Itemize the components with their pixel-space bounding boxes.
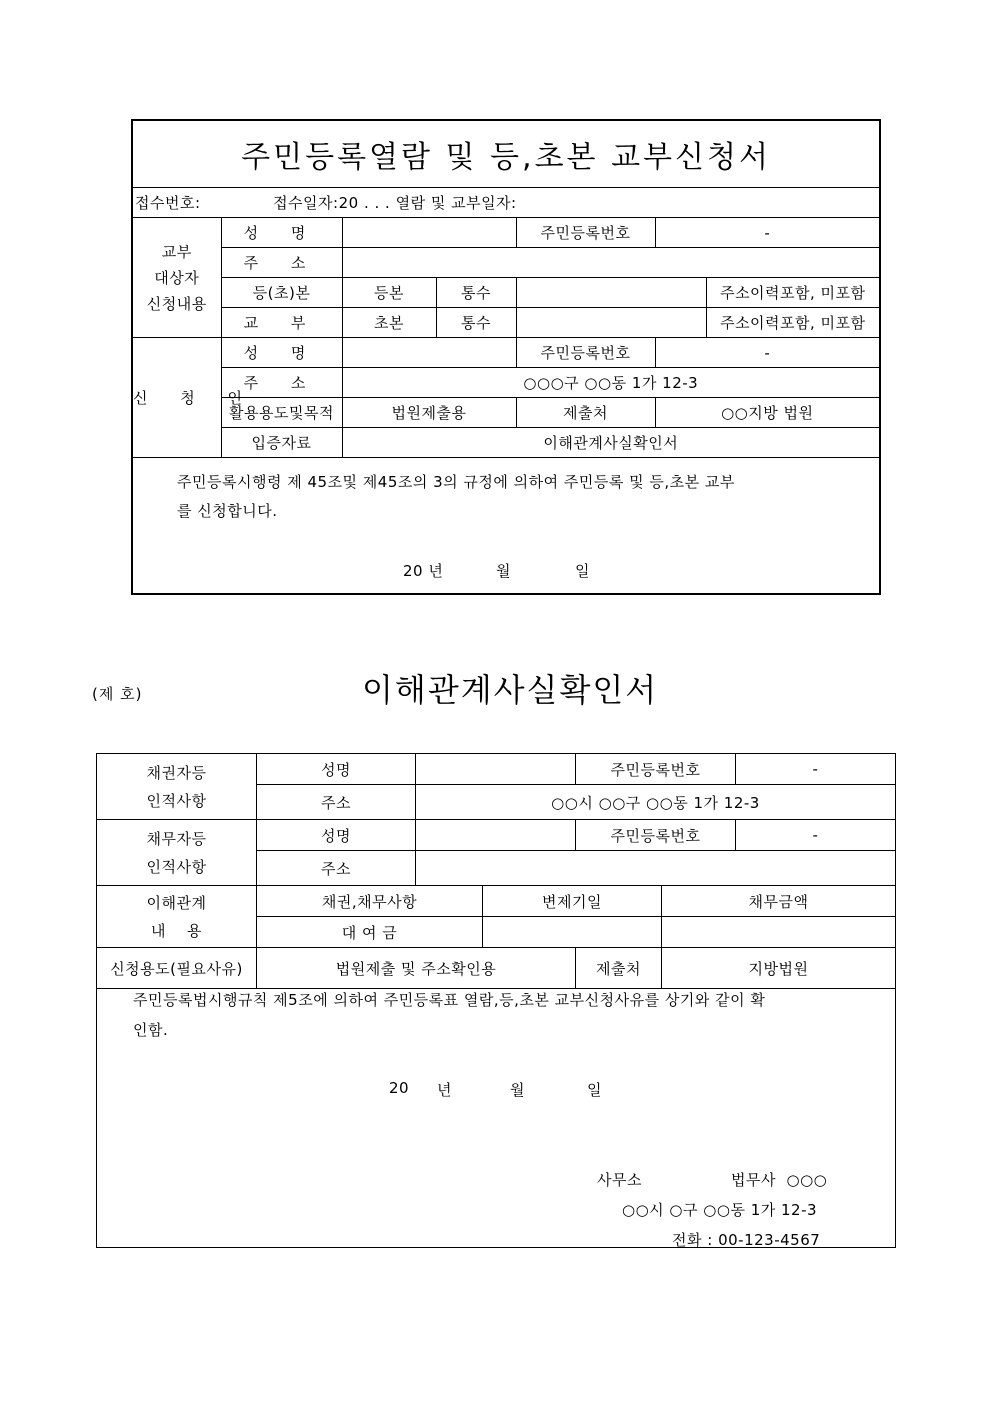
repay-date-header: 변제기일 xyxy=(483,886,662,917)
purpose-label: 신청용도(필요사유) xyxy=(97,948,257,989)
applicant-address-field[interactable]: ○○○구 ○○동 1가 12-3 xyxy=(342,368,880,398)
creditor-label-1: 채권자등 xyxy=(146,763,207,782)
purpose-label: 활용용도및목적 xyxy=(221,398,342,428)
certificate-declaration-cell xyxy=(97,989,896,1248)
target-rrn-field[interactable]: - xyxy=(655,218,880,248)
target-label-3: 신청내용 xyxy=(146,294,207,313)
creditor-address-field[interactable]: ○○시 ○○구 ○○동 1가 12-3 xyxy=(416,785,896,820)
creditor-address-label: 주소 xyxy=(257,785,416,820)
application-form-table xyxy=(131,119,881,595)
interest-label-1: 이해관계 xyxy=(146,893,207,912)
interest-label xyxy=(97,886,257,948)
applicant-group-label: 신 청 인 xyxy=(132,338,221,458)
applicant-name-field[interactable] xyxy=(342,338,516,368)
loan-value[interactable]: 대 여 금 xyxy=(257,917,483,948)
certificate-date-year-unit: 년 xyxy=(437,1081,452,1099)
declaration-cell xyxy=(132,458,880,595)
office-address: ○○시 ○구 ○○동 1가 12-3 xyxy=(622,1201,818,1219)
creditor-name-label: 성명 xyxy=(257,754,416,785)
office-phone: 전화 : 00-123-4567 xyxy=(672,1231,821,1249)
target-rrn-label: 주민등록번호 xyxy=(516,218,655,248)
receipt-row xyxy=(132,188,880,218)
applicant-address-label: 주 소 xyxy=(221,368,342,398)
target-name-field[interactable] xyxy=(342,218,516,248)
debt-amount-field[interactable] xyxy=(662,917,896,948)
certificate-date-year: 20 xyxy=(389,1079,410,1097)
creditor-rrn-label: 주민등록번호 xyxy=(576,754,736,785)
date-day: 일 xyxy=(575,562,590,580)
creditor-rrn-field[interactable]: - xyxy=(736,754,896,785)
repay-date-field[interactable] xyxy=(483,917,662,948)
submit-to-label: 제출처 xyxy=(576,948,662,989)
declaration-line-2: 를 신청합니다. xyxy=(177,502,278,520)
certificate-title: 이해관계사실확인서 xyxy=(362,671,659,709)
full-copy-count-label: 통수 xyxy=(436,278,516,308)
debtor-rrn-label: 주민등록번호 xyxy=(576,820,736,851)
target-group-label xyxy=(132,218,221,338)
debt-amount-header: 채무금액 xyxy=(662,886,896,917)
certificate-table xyxy=(96,753,896,1248)
declaration-line-1: 주민등록시행령 제 45조및 제45조의 3의 규정에 의하여 주민등록 및 등,초본 교부 xyxy=(177,473,735,491)
debtor-address-label: 주소 xyxy=(257,851,416,886)
date-month: 월 xyxy=(496,562,511,580)
full-copy-history-option[interactable]: 주소이력포함, 미포함 xyxy=(706,278,880,308)
receipt-number-label: 접수번호: xyxy=(135,194,201,212)
applicant-rrn-label: 주민등록번호 xyxy=(516,338,655,368)
full-copy-count-field[interactable] xyxy=(516,278,706,308)
certificate-declaration-line-1: 주민등록법시행규칙 제5조에 의하여 주민등록표 열람,등,초본 교부신청사유를 상기와 같이 확 xyxy=(133,991,766,1009)
debtor-label-1: 채무자등 xyxy=(146,829,207,848)
debtor-name-field[interactable] xyxy=(416,820,576,851)
copy-type-label-1: 등(초)본 xyxy=(221,278,342,308)
purpose-field[interactable]: 법원제출 및 주소확인용 xyxy=(257,948,576,989)
receipt-date-label: 접수일자:20 . . . xyxy=(273,194,391,212)
evidence-field[interactable]: 이해관계사실확인서 xyxy=(342,428,880,458)
purpose-field[interactable]: 법원제출용 xyxy=(342,398,516,428)
target-label-1: 교부 xyxy=(161,242,192,261)
submit-to-field[interactable]: ○○지방 법원 xyxy=(655,398,880,428)
creditor-name-field[interactable] xyxy=(416,754,576,785)
target-name-label: 성 명 xyxy=(221,218,342,248)
debtor-label-2: 인적사항 xyxy=(146,857,207,876)
copy-type-label-2: 교 부 xyxy=(221,308,342,338)
applicant-rrn-field[interactable]: - xyxy=(655,338,880,368)
date-year: 20 년 xyxy=(403,562,444,580)
certificate-declaration-line-2: 인함. xyxy=(133,1021,169,1039)
abstract-copy-label: 초본 xyxy=(342,308,436,338)
abstract-copy-count-label: 통수 xyxy=(436,308,516,338)
abstract-copy-history-option[interactable]: 주소이력포함, 미포함 xyxy=(706,308,880,338)
debtor-name-label: 성명 xyxy=(257,820,416,851)
full-copy-label: 등본 xyxy=(342,278,436,308)
document-number: (제 호) xyxy=(92,685,143,703)
target-address-field[interactable] xyxy=(342,248,880,278)
submit-to-field[interactable]: 지방법원 xyxy=(662,948,896,989)
debtor-address-field[interactable] xyxy=(416,851,896,886)
certificate-date-day: 일 xyxy=(587,1081,602,1099)
debtor-rrn-field[interactable]: - xyxy=(736,820,896,851)
target-address-label: 주 소 xyxy=(221,248,342,278)
target-label-2: 대상자 xyxy=(154,268,200,287)
office-label: 사무소 xyxy=(597,1171,642,1189)
debtor-label xyxy=(97,820,257,886)
evidence-label: 입증자료 xyxy=(221,428,342,458)
abstract-copy-count-field[interactable] xyxy=(516,308,706,338)
creditor-label xyxy=(97,754,257,820)
lawyer-label: 법무사 ○○○ xyxy=(731,1171,828,1189)
applicant-name-label: 성 명 xyxy=(221,338,342,368)
interest-label-2: 내 용 xyxy=(150,921,203,940)
form-title: 주민등록열람 및 등,초본 교부신청서 xyxy=(132,120,880,188)
submit-to-label: 제출처 xyxy=(516,398,655,428)
view-date-label: 열람 및 교부일자: xyxy=(395,194,517,212)
creditor-label-2: 인적사항 xyxy=(146,791,207,810)
certificate-date-month: 월 xyxy=(510,1081,525,1099)
rights-header: 채권,채무사항 xyxy=(257,886,483,917)
